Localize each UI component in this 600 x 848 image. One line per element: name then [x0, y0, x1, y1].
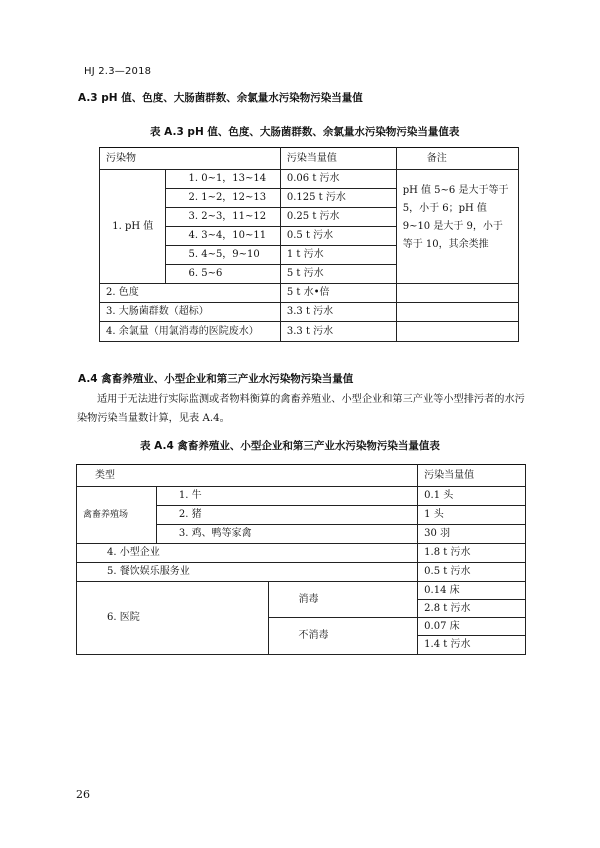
ph-note: pH 值 5~6 是大于等于 5，小于 6；pH 值 9~10 是大于 9，小于等于 10，其余类推: [396, 170, 518, 284]
table-a4: [76, 464, 526, 655]
livestock-value: 30 羽: [418, 525, 526, 544]
ph-range: 3. 2~3，11~12: [166, 208, 280, 227]
hospital-disinfect-label: 消毒: [268, 582, 418, 618]
ph-value: 1 t 污水: [280, 246, 396, 265]
empty-note: [396, 284, 518, 303]
pollutant-name: 4. 余氯量（用氯消毒的医院废水）: [100, 322, 281, 342]
section-a4-paragraph: 适用于无法进行实际监测或者物料衡算的禽畜养殖业、小型企业和第三产业等小型排污者的水污染物污染当量数计算，见表 A.4。: [77, 394, 525, 424]
pollutant-name: 2. 色度: [100, 284, 281, 303]
table-row: [100, 303, 519, 322]
table-a4-title: 表 A.4 禽畜养殖业、小型企业和第三产业水污染物污染当量值表: [140, 440, 440, 452]
ph-range: 2. 1~2，12~13: [166, 189, 280, 208]
ph-range: 1. 0~1，13~14: [166, 170, 280, 189]
hospital-disinfect-value: 0.14 床: [418, 582, 526, 600]
hospital-name: 6. 医院: [77, 582, 269, 655]
page-number: 26: [76, 788, 90, 801]
ph-range: 6. 5~6: [166, 265, 280, 284]
catering-name: 5. 餐饮娱乐服务业: [77, 563, 418, 582]
table-row: [100, 322, 519, 342]
pollutant-value: 3.3 t 污水: [280, 303, 396, 322]
ph-value: 0.06 t 污水: [280, 170, 396, 189]
livestock-name: 1. 牛: [156, 487, 417, 506]
section-a4-title: A.4 禽畜养殖业、小型企业和第三产业水污染物污染当量值: [78, 373, 354, 385]
livestock-value: 1 头: [418, 506, 526, 525]
section-a3-title: A.3 pH 值、色度、大肠菌群数、余氯量水污染物污染当量值: [78, 92, 363, 104]
ph-value: 0.25 t 污水: [280, 208, 396, 227]
table-row: [100, 284, 519, 303]
hospital-no-disinfect-value: 1.4 t 污水: [418, 636, 526, 655]
table-a4-header-row: [77, 465, 526, 487]
ph-label: 1. pH 值: [100, 170, 166, 284]
ph-value: 0.5 t 污水: [280, 227, 396, 246]
ph-value: 5 t 污水: [280, 265, 396, 284]
livestock-name: 2. 猪: [156, 506, 417, 525]
table-a3-title: 表 A.3 pH 值、色度、大肠菌群数、余氯量水污染物污染当量值表: [150, 126, 460, 138]
table-row: [77, 582, 526, 600]
table-row: [77, 563, 526, 582]
ph-value: 0.125 t 污水: [280, 189, 396, 208]
hospital-no-disinfect-label: 不消毒: [268, 618, 418, 655]
livestock-label: 禽畜养殖场: [77, 487, 157, 544]
livestock-name: 3. 鸡、鸭等家禽: [156, 525, 417, 544]
table-row: [100, 170, 519, 189]
small-enterprise-name: 4. 小型企业: [77, 544, 418, 563]
empty-note: [396, 303, 518, 322]
table-row: [77, 544, 526, 563]
document-code-header: HJ 2.3—2018: [84, 66, 152, 77]
header-pollutant: 污染物: [100, 148, 281, 170]
header-equivalent-value: 污染当量值: [418, 465, 526, 487]
hospital-no-disinfect-value: 0.07 床: [418, 618, 526, 636]
table-a3-header-row: [100, 148, 519, 170]
ph-range: 5. 4~5，9~10: [166, 246, 280, 265]
hospital-disinfect-value: 2.8 t 污水: [418, 600, 526, 618]
small-enterprise-value: 1.8 t 污水: [418, 544, 526, 563]
empty-note: [396, 322, 518, 342]
pollutant-value: 3.3 t 污水: [280, 322, 396, 342]
header-equivalent-value: 污染当量值: [280, 148, 396, 170]
header-type: 类型: [77, 465, 418, 487]
header-note: 备注: [396, 148, 518, 170]
pollutant-name: 3. 大肠菌群数（超标）: [100, 303, 281, 322]
pollutant-value: 5 t 水•倍: [280, 284, 396, 303]
table-a3: [99, 147, 519, 342]
livestock-value: 0.1 头: [418, 487, 526, 506]
ph-range: 4. 3~4，10~11: [166, 227, 280, 246]
catering-value: 0.5 t 污水: [418, 563, 526, 582]
table-row: [77, 487, 526, 506]
